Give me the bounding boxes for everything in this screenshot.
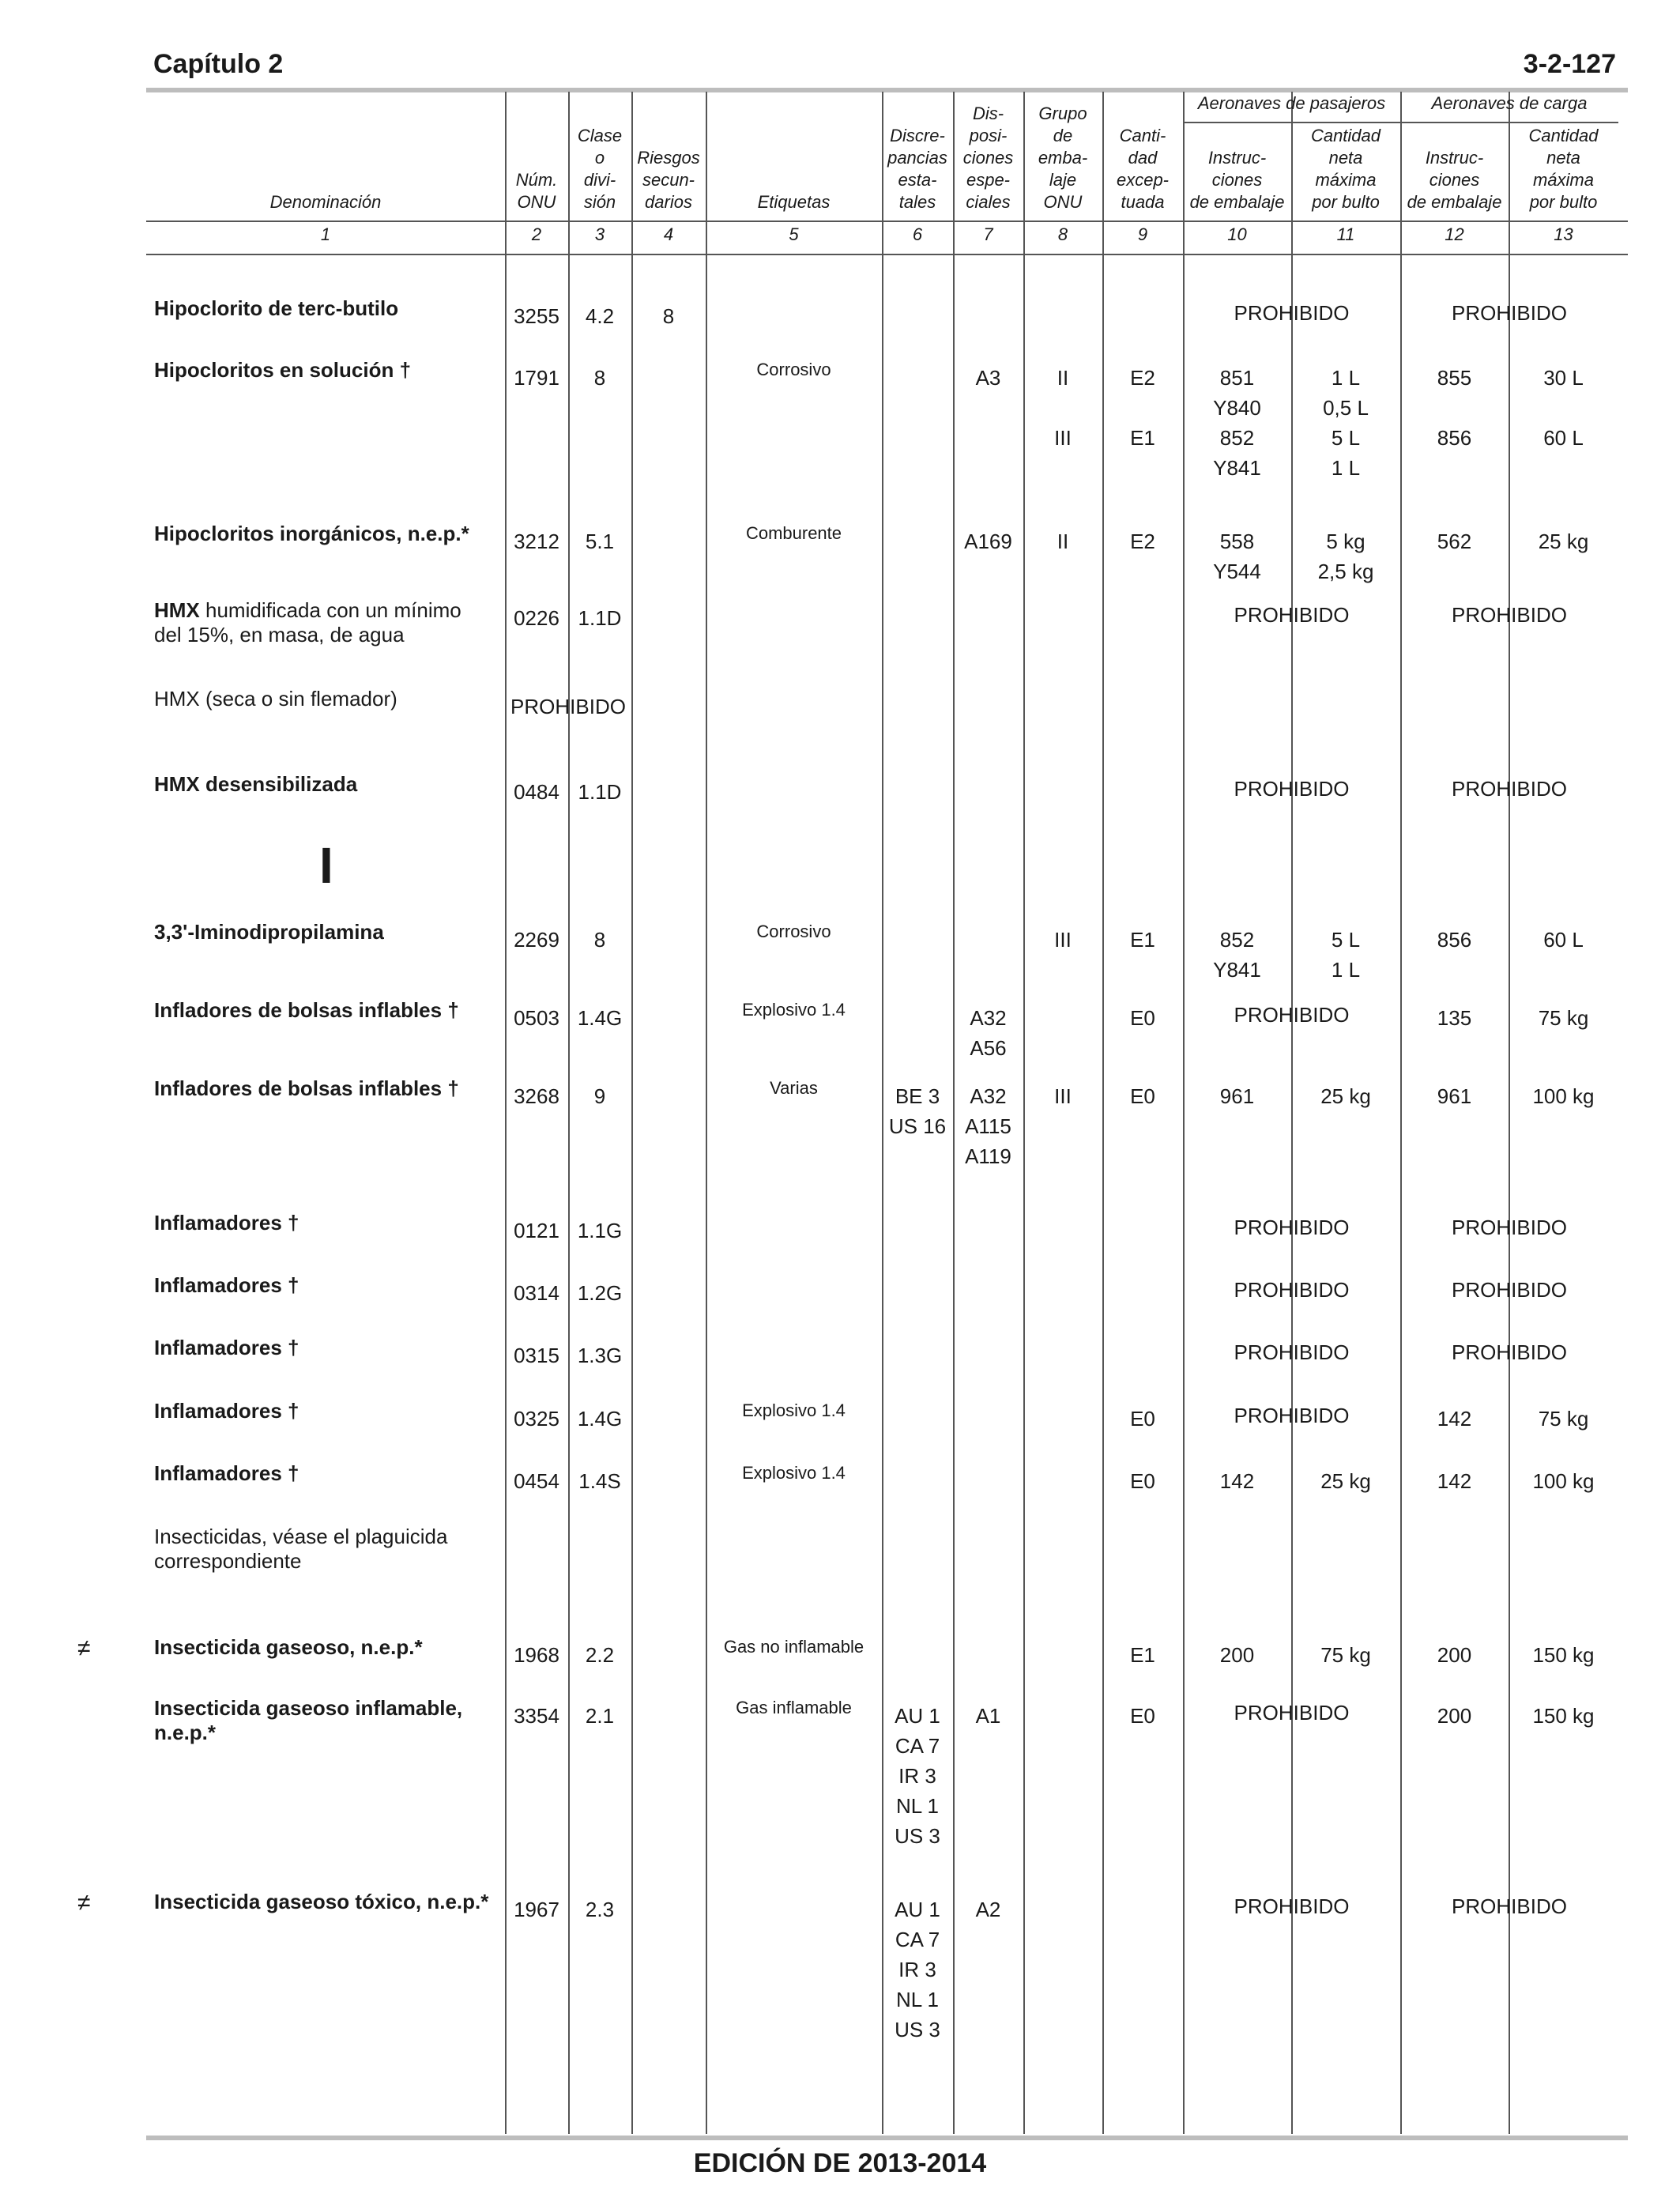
- excepted-quantity: E0: [1130, 1006, 1155, 1030]
- substance-name-bold: Inflamadores †: [154, 1273, 299, 1297]
- cargo-packing-instruction: 200: [1437, 1643, 1472, 1667]
- substance-name-bold: Inflamadores †: [154, 1336, 299, 1359]
- column-header: Cantidad neta máxima por bulto: [1310, 126, 1381, 212]
- edition-footer: EDICIÓN DE 2013-2014: [693, 2148, 987, 2178]
- passenger-max-quantity: 5 kg 2,5 kg: [1317, 530, 1374, 583]
- excepted-quantity: E2: [1130, 530, 1155, 553]
- column-number: 12: [1445, 224, 1464, 244]
- section-letter: I: [319, 837, 333, 894]
- passenger-prohibited: PROHIBIDO: [1234, 777, 1350, 801]
- substance-name-bold: HMX desensibilizada: [154, 772, 358, 796]
- group-rule: [1183, 122, 1618, 123]
- substance-name: [154, 1399, 494, 1423]
- column-header: Discre- pancias esta- tales: [887, 126, 947, 212]
- column-header: Cantidad neta máxima por bulto: [1528, 126, 1599, 212]
- excepted-quantity: E0: [1130, 1469, 1155, 1493]
- substance-name-bold: Infladores de bolsas inflables †: [154, 1076, 459, 1100]
- substance-name: [154, 687, 494, 711]
- substance-name: [154, 1273, 494, 1298]
- column-number: 2: [531, 224, 542, 244]
- substance-name-bold: HMX: [154, 598, 200, 622]
- substance-name: [154, 598, 494, 647]
- un-number: 0314: [514, 1281, 559, 1305]
- passenger-prohibited: PROHIBIDO: [1234, 1340, 1350, 1364]
- column-divider: [505, 92, 507, 2134]
- un-number: 1791: [514, 366, 559, 390]
- substance-name-bold: Insecticida gaseoso tóxico, n.e.p.*: [154, 1890, 489, 1913]
- cargo-max-quantity: 150 kg: [1532, 1643, 1595, 1667]
- special-provisions: A169: [964, 530, 1012, 553]
- special-provisions: A3: [975, 366, 1001, 390]
- substance-name: [154, 1635, 494, 1660]
- column-number: 7: [983, 224, 993, 244]
- substance-name: [154, 1696, 494, 1745]
- cargo-prohibited: PROHIBIDO: [1452, 1894, 1567, 1918]
- substance-name-bold: Insecticida gaseoso inflamable, n.e.p.*: [154, 1696, 463, 1744]
- passenger-max-quantity: 25 kg: [1320, 1084, 1371, 1108]
- excepted-quantity: E0: [1130, 1407, 1155, 1431]
- substance-name: [154, 998, 494, 1023]
- class-division: 2.1: [585, 1704, 615, 1728]
- passenger-prohibited: PROHIBIDO: [1234, 1216, 1350, 1239]
- un-number: 0226: [514, 606, 559, 630]
- substance-name-bold: Inflamadores †: [154, 1399, 299, 1423]
- passenger-prohibited: PROHIBIDO: [1234, 301, 1350, 325]
- label: Explosivo 1.4: [742, 1463, 846, 1483]
- substance-name: [154, 522, 494, 546]
- column-header: Clase o divi- sión: [577, 126, 623, 212]
- passenger-packing-instruction: 852 Y841: [1213, 928, 1261, 982]
- substance-name-text: Insecticidas, véase el plaguicida correspondiente: [154, 1525, 448, 1573]
- group-header-cargo: Aeronaves de carga: [1431, 93, 1588, 113]
- cargo-packing-instruction: 200: [1437, 1704, 1472, 1728]
- cargo-max-quantity: 100 kg: [1532, 1084, 1595, 1108]
- substance-name: [154, 1076, 494, 1101]
- column-number: 1: [320, 224, 331, 244]
- un-number: 3255: [514, 304, 559, 328]
- passenger-prohibited: PROHIBIDO: [1234, 1404, 1350, 1427]
- special-provisions: A2: [975, 1898, 1001, 1921]
- passenger-max-quantity: 75 kg: [1320, 1643, 1371, 1667]
- un-number: 3212: [514, 530, 559, 553]
- cargo-max-quantity: 30 L 60 L: [1543, 366, 1584, 450]
- page-number: 3-2-127: [1523, 49, 1616, 79]
- special-provisions: A32 A56: [970, 1006, 1007, 1060]
- label: Explosivo 1.4: [742, 1000, 846, 1020]
- un-number: 0454: [514, 1469, 559, 1493]
- un-number: 0121: [514, 1219, 559, 1242]
- excepted-quantity: E0: [1130, 1704, 1155, 1728]
- column-header: Grupo de emba- laje ONU: [1038, 104, 1088, 212]
- class-division: 8: [593, 928, 606, 952]
- cargo-packing-instruction: 856: [1437, 928, 1472, 952]
- packing-group: II III: [1054, 366, 1072, 450]
- un-number: 2269: [514, 928, 559, 952]
- substance-name-bold: Hipocloritos en solución †: [154, 358, 412, 382]
- passenger-max-quantity: 5 L 1 L: [1331, 928, 1361, 982]
- column-number: 10: [1227, 224, 1247, 244]
- chapter-title: Capítulo 2: [153, 49, 284, 79]
- class-division: 2.2: [585, 1643, 615, 1667]
- passenger-packing-instruction: 961: [1219, 1084, 1255, 1108]
- cargo-packing-instruction: 135: [1437, 1006, 1472, 1030]
- cargo-packing-instruction: 961: [1437, 1084, 1472, 1108]
- special-provisions: A1: [975, 1704, 1001, 1728]
- column-number: 6: [912, 224, 923, 244]
- cargo-max-quantity: 60 L: [1543, 928, 1584, 952]
- packing-group: III: [1054, 928, 1072, 952]
- excepted-quantity: E0: [1130, 1084, 1155, 1108]
- class-division: 2.3: [585, 1898, 615, 1921]
- column-header: Canti- dad excep- tuada: [1116, 126, 1170, 212]
- column-number: 8: [1057, 224, 1068, 244]
- substance-name-bold: Infladores de bolsas inflables †: [154, 998, 459, 1022]
- label: Varias: [770, 1078, 818, 1098]
- cargo-packing-instruction: 562: [1437, 530, 1472, 553]
- class-division: 1.4G: [577, 1407, 623, 1431]
- cargo-max-quantity: 100 kg: [1532, 1469, 1595, 1493]
- class-division: 9: [593, 1084, 606, 1108]
- group-header-passenger: Aeronaves de pasajeros: [1197, 93, 1386, 113]
- label: Corrosivo: [756, 360, 831, 379]
- un-number: 3354: [514, 1704, 559, 1728]
- class-division: 8: [593, 366, 606, 390]
- cargo-prohibited: PROHIBIDO: [1452, 1216, 1567, 1239]
- column-divider: [706, 92, 707, 2134]
- column-header: Instruc- ciones de embalaje: [1189, 148, 1285, 212]
- class-division: 1.1D: [578, 606, 622, 630]
- header-rule: [146, 221, 1628, 222]
- cargo-prohibited: PROHIBIDO: [1452, 1278, 1567, 1302]
- column-header: Dis- posi- ciones espe- ciales: [962, 104, 1014, 212]
- substance-name: [154, 1890, 494, 1914]
- substance-name: [154, 296, 494, 321]
- cargo-max-quantity: 75 kg: [1538, 1407, 1589, 1431]
- column-header: Riesgos secun- darios: [637, 148, 700, 212]
- column-divider: [568, 92, 570, 2134]
- column-divider: [631, 92, 633, 2134]
- cargo-max-quantity: 75 kg: [1538, 1006, 1589, 1030]
- column-number: 9: [1137, 224, 1148, 244]
- top-rule: [146, 88, 1628, 92]
- excepted-quantity: E1: [1130, 1643, 1155, 1667]
- cargo-max-quantity: 150 kg: [1532, 1704, 1595, 1728]
- substance-name-text: humidificada con un mínimo del 15%, en masa, de agua: [154, 598, 461, 647]
- label: Corrosivo: [756, 922, 831, 941]
- passenger-packing-instruction: 200: [1219, 1643, 1255, 1667]
- substance-name: [154, 1461, 494, 1486]
- row-prohibited: PROHIBIDO: [510, 695, 626, 718]
- column-number-rule: [146, 254, 1628, 255]
- class-division: 4.2: [585, 304, 615, 328]
- cargo-prohibited: PROHIBIDO: [1452, 777, 1567, 801]
- passenger-prohibited: PROHIBIDO: [1234, 1894, 1350, 1918]
- packing-group: III: [1054, 1084, 1072, 1108]
- class-division: 1.2G: [577, 1281, 623, 1305]
- un-number: 3268: [514, 1084, 559, 1108]
- passenger-packing-instruction: 142: [1219, 1469, 1255, 1493]
- class-division: 1.4S: [578, 1469, 621, 1493]
- column-header: Instruc- ciones de embalaje: [1407, 148, 1502, 212]
- un-number: 0503: [514, 1006, 559, 1030]
- cargo-packing-instruction: 855 856: [1437, 366, 1472, 450]
- substance-name: [154, 1525, 494, 1574]
- passenger-prohibited: PROHIBIDO: [1234, 1701, 1350, 1725]
- un-number: 0315: [514, 1344, 559, 1367]
- un-number: 0484: [514, 780, 559, 804]
- column-number: 4: [663, 224, 674, 244]
- substance-name-bold: Insecticida gaseoso, n.e.p.*: [154, 1635, 423, 1659]
- substance-name-bold: Inflamadores †: [154, 1211, 299, 1235]
- packing-group: II: [1057, 530, 1069, 553]
- class-division: 1.1G: [577, 1219, 623, 1242]
- class-division: 5.1: [585, 530, 615, 553]
- bottom-rule: [146, 2136, 1628, 2140]
- passenger-packing-instruction: 558 Y544: [1213, 530, 1261, 583]
- special-provisions: A32 A115 A119: [965, 1084, 1011, 1168]
- substance-name: [154, 358, 494, 383]
- substance-name: [154, 772, 494, 797]
- cargo-prohibited: PROHIBIDO: [1452, 1340, 1567, 1364]
- substance-name: [154, 920, 494, 944]
- passenger-max-quantity: 25 kg: [1320, 1469, 1371, 1493]
- change-mark: ≠: [77, 1635, 91, 1661]
- passenger-packing-instruction: 851 Y840 852 Y841: [1213, 366, 1261, 480]
- column-header: Etiquetas: [757, 192, 831, 212]
- passenger-prohibited: PROHIBIDO: [1234, 1003, 1350, 1027]
- column-number: 13: [1554, 224, 1573, 244]
- passenger-prohibited: PROHIBIDO: [1234, 603, 1350, 627]
- passenger-max-quantity: 1 L 0,5 L 5 L 1 L: [1323, 366, 1369, 480]
- subsidiary-risk: 8: [662, 304, 675, 328]
- substance-name-bold: Inflamadores †: [154, 1461, 299, 1485]
- class-division: 1.1D: [578, 780, 622, 804]
- substance-name-bold: 3,3'-Iminodipropilamina: [154, 920, 384, 944]
- label: Comburente: [745, 523, 842, 543]
- cargo-prohibited: PROHIBIDO: [1452, 301, 1567, 325]
- class-division: 1.4G: [577, 1006, 623, 1030]
- substance-name: [154, 1211, 494, 1235]
- excepted-quantity: E1: [1130, 928, 1155, 952]
- column-number: 3: [594, 224, 605, 244]
- change-mark: ≠: [77, 1890, 91, 1916]
- state-variations: AU 1 CA 7 IR 3 NL 1 US 3: [895, 1704, 940, 1848]
- label: Gas no inflamable: [723, 1637, 864, 1657]
- cargo-max-quantity: 25 kg: [1538, 530, 1589, 553]
- state-variations: AU 1 CA 7 IR 3 NL 1 US 3: [895, 1898, 940, 2041]
- excepted-quantity: E2 E1: [1130, 366, 1155, 450]
- column-number: 11: [1336, 224, 1355, 244]
- cargo-prohibited: PROHIBIDO: [1452, 603, 1567, 627]
- class-division: 1.3G: [577, 1344, 623, 1367]
- un-number: 1967: [514, 1898, 559, 1921]
- substance-name-bold: Hipocloritos inorgánicos, n.e.p.*: [154, 522, 469, 545]
- substance-name-text: HMX (seca o sin flemador): [154, 687, 397, 711]
- column-header: Núm. ONU: [515, 170, 558, 212]
- substance-name: [154, 1336, 494, 1360]
- column-header: Denominación: [269, 192, 382, 212]
- label: Gas inflamable: [736, 1698, 852, 1717]
- label: Explosivo 1.4: [742, 1400, 846, 1420]
- state-variations: BE 3 US 16: [888, 1084, 947, 1138]
- column-number: 5: [789, 224, 799, 244]
- un-number: 1968: [514, 1643, 559, 1667]
- un-number: 0325: [514, 1407, 559, 1431]
- cargo-packing-instruction: 142: [1437, 1469, 1472, 1493]
- cargo-packing-instruction: 142: [1437, 1407, 1472, 1431]
- substance-name-bold: Hipoclorito de terc-butilo: [154, 296, 399, 320]
- passenger-prohibited: PROHIBIDO: [1234, 1278, 1350, 1302]
